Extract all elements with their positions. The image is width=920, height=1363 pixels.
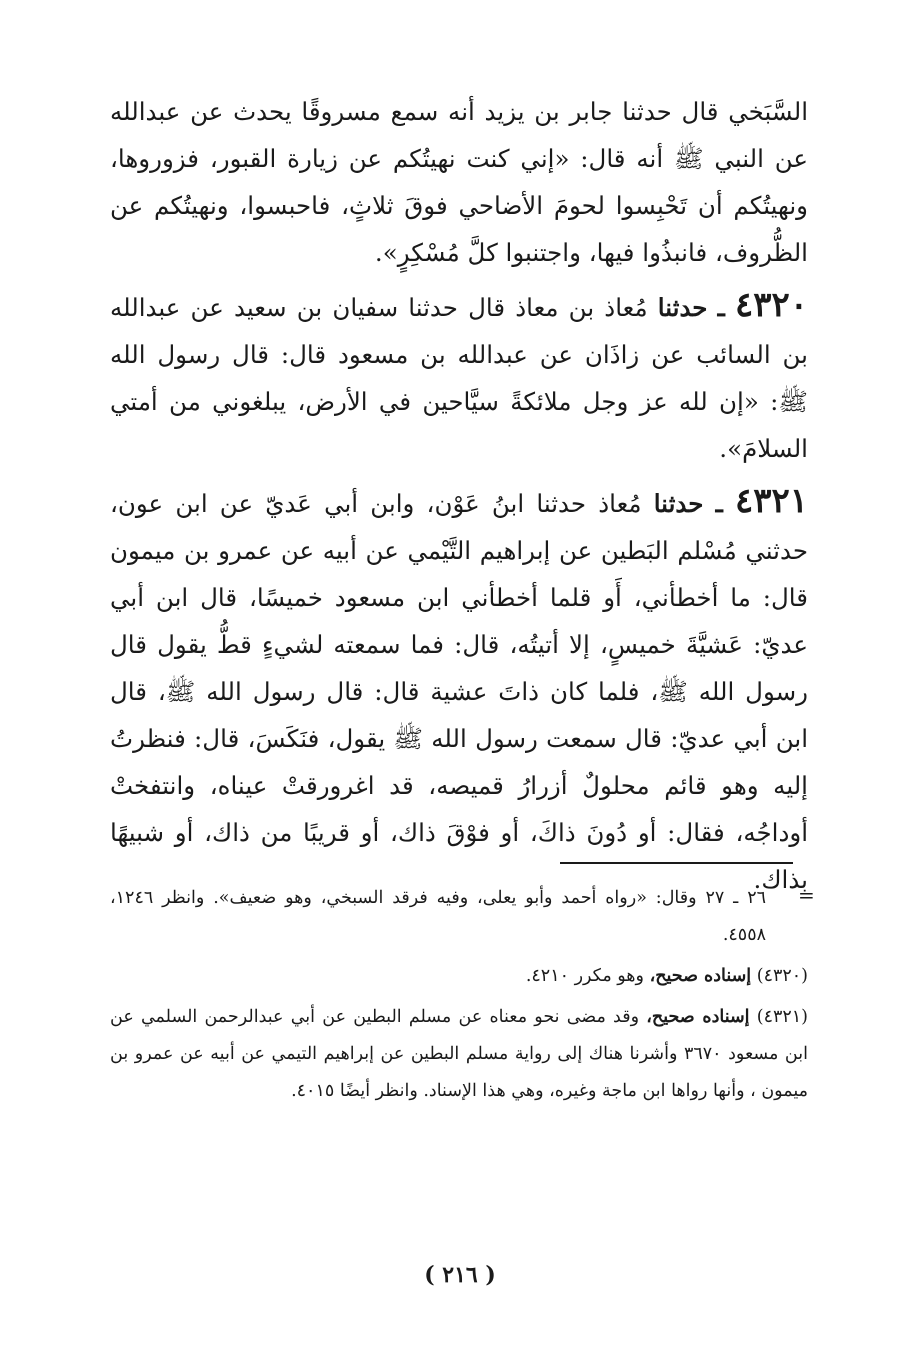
footnote-ref: (٤٣٢٠): [756, 966, 808, 986]
hadith-dash: ـ: [715, 489, 723, 518]
hadith-number: ٤٣٢٠: [734, 285, 808, 325]
footnote-ref: (٤٣٢١): [756, 1007, 808, 1027]
hadith-opening: حدثنا: [657, 293, 708, 322]
footnote-text: ٢٦ ـ ٢٧ وقال: «رواه أحمد وأبو يعلى، وفيه فرقد السبخي، وهو ضعيف». وانظر ١٢٤٦، ٤٥٥٨.: [110, 888, 766, 945]
hadith-4320: [110, 282, 808, 472]
hadith-dash: ـ: [717, 293, 725, 322]
hadith-text: مُعاذ حدثنا ابنُ عَوْن، وابن أبي عَديّ عن ابن عون، حدثني مُسْلم البَطين عن إبراهيم التَّيْمي عن أبيه عن عمرو بن ميمون قال: ما أخطأني، أَو قلما أخطأني ابن مسعود خميسًا، قال ابن أبي عديّ: عَشيَّةَ خميسٍ، إلا أتيتُه، قال: فما سمعته لشيءٍ قطُّ يقول قال رسول الله ﷺ، فلما كان ذاتَ عشية قال: قال رسول الله ﷺ، قال ابن أبي عديّ: قال سمعت رسول الله ﷺ يقول، فنَكَسَ، قال: فنظرتُ إليه وهو قائم محلولٌ أزرارُ قميصه، قد اغرورقتْ عيناه، وانتفختْ أوداجُه، فقال: أو دُونَ ذاكَ، أو فوْقَ ذاك، أو قريبًا من ذاك، أو شبيهًا بذاك.: [110, 489, 808, 894]
footnote-continued: [110, 880, 808, 954]
footnote-grading: إسناده صحيح،: [649, 966, 752, 986]
hadith-4321: [110, 478, 808, 903]
footnote-4320: [110, 958, 808, 995]
footnote-continuation-marker: =: [798, 883, 815, 907]
hadith-continuation: [110, 88, 808, 276]
hadith-text: مُعاذ بن معاذ قال حدثنا سفيان بن سعيد عن عبدالله بن السائب عن زاذَان عن عبدالله بن مسعود قال: قال رسول الله ﷺ: «إن لله عز وجل ملائكةً سيَّاحين في الأرض، يبلغوني من أمتي السلامَ».: [110, 293, 808, 463]
footnotes: [110, 880, 808, 1114]
page-number: ( ٢١٦ ): [424, 1262, 496, 1288]
footnote-grading: إسناده صحيح،: [646, 1007, 750, 1027]
footnote-text: وهو مكرر ٤٢١٠.: [525, 966, 644, 986]
main-text: [110, 88, 808, 909]
para1-text: السَّبَخي قال حدثنا جابر بن يزيد أنه سمع مسروقًا يحدث عن عبدالله عن النبي ﷺ أنه قال: «إني كنت نهيتُكم عن زيارة القبور، فزوروها، ونهيتُكم أن تَحْبِسوا لحومَ الأضاحي فوقَ ثلاثٍ، فاحبسوا، ونهيتُكم عن الظُّروف، فانبذُوا فيها، واجتنبوا كلَّ مُسْكِرٍ».: [110, 97, 808, 267]
hadith-opening: حدثنا: [653, 489, 704, 518]
footnote-4321: [110, 999, 808, 1110]
footnote-text: وقد مضى نحو معناه عن مسلم البطين عن أبي عبدالرحمن السلمي عن ابن مسعود ٣٦٧٠ وأشرنا هناك إلى رواية مسلم البطين عن إبراهيم التيمي عن أبيه عن عمرو بن ميمون ، وأنها رواها ابن ماجة وغيره، وهي هذا الإسناد. وانظر أيضًا ٤٠١٥.: [110, 1007, 808, 1101]
hadith-number: ٤٣٢١: [734, 481, 809, 521]
footnote-divider: [560, 862, 793, 864]
